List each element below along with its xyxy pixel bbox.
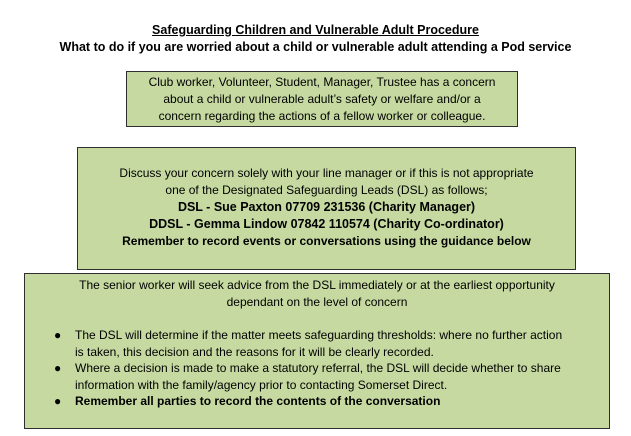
- action-item-line: information with the family/agency prior to contacting Somerset Direct.: [75, 377, 448, 392]
- discuss-line-1: Discuss your concern solely with your line manager or if this is not appropriate: [119, 166, 534, 180]
- concern-line-3: concern regarding the actions of a fellow worker or colleague.: [158, 109, 486, 123]
- action-list: [51, 327, 591, 410]
- senior-line-2: dependant on the level of concern: [226, 295, 408, 309]
- action-item-line: The DSL will determine if the matter meets safeguarding thresholds: where no further action: [75, 328, 563, 342]
- senior-worker-box: [24, 273, 610, 429]
- ddsl-contact: DDSL - Gemma Lindow 07842 110574 (Charity Co-ordinator): [149, 217, 504, 231]
- bullet-icon: ●: [54, 394, 62, 408]
- concern-box: [126, 71, 518, 127]
- record-reminder: Remember to record events or conversations using the guidance below: [122, 234, 531, 248]
- bullet-icon: ●: [54, 328, 62, 342]
- page-subtitle: What to do if you are worried about a child or vulnerable adult attending a Pod service: [59, 40, 572, 54]
- dsl-contact: DSL - Sue Paxton 07709 231536 (Charity Manager): [177, 200, 476, 214]
- discuss-concern-box: [77, 147, 576, 270]
- discuss-line-2: one of the Designated Safeguarding Leads (DSL) as follows;: [165, 183, 488, 197]
- action-item-line: is taken, this decision and the reasons for it will be clearly recorded.: [75, 344, 434, 359]
- action-item-line: Remember all parties to record the contents of the conversation: [75, 394, 441, 408]
- page-title: Safeguarding Children and Vulnerable Adult Procedure: [152, 23, 479, 37]
- action-item-thresholds: [51, 327, 591, 360]
- action-item-referral: [51, 360, 591, 393]
- action-item-line: Where a decision is made to make a statutory referral, the DSL will decide whether to share: [75, 361, 561, 375]
- action-item-record: [51, 393, 591, 410]
- senior-line-1: The senior worker will seek advice from the DSL immediately or at the earliest opportunity: [79, 278, 555, 292]
- bullet-icon: ●: [54, 361, 62, 375]
- concern-line-2: about a child or vulnerable adult’s safety or welfare and/or a: [163, 92, 481, 106]
- concern-line-1: Club worker, Volunteer, Student, Manager, Trustee has a concern: [148, 75, 496, 89]
